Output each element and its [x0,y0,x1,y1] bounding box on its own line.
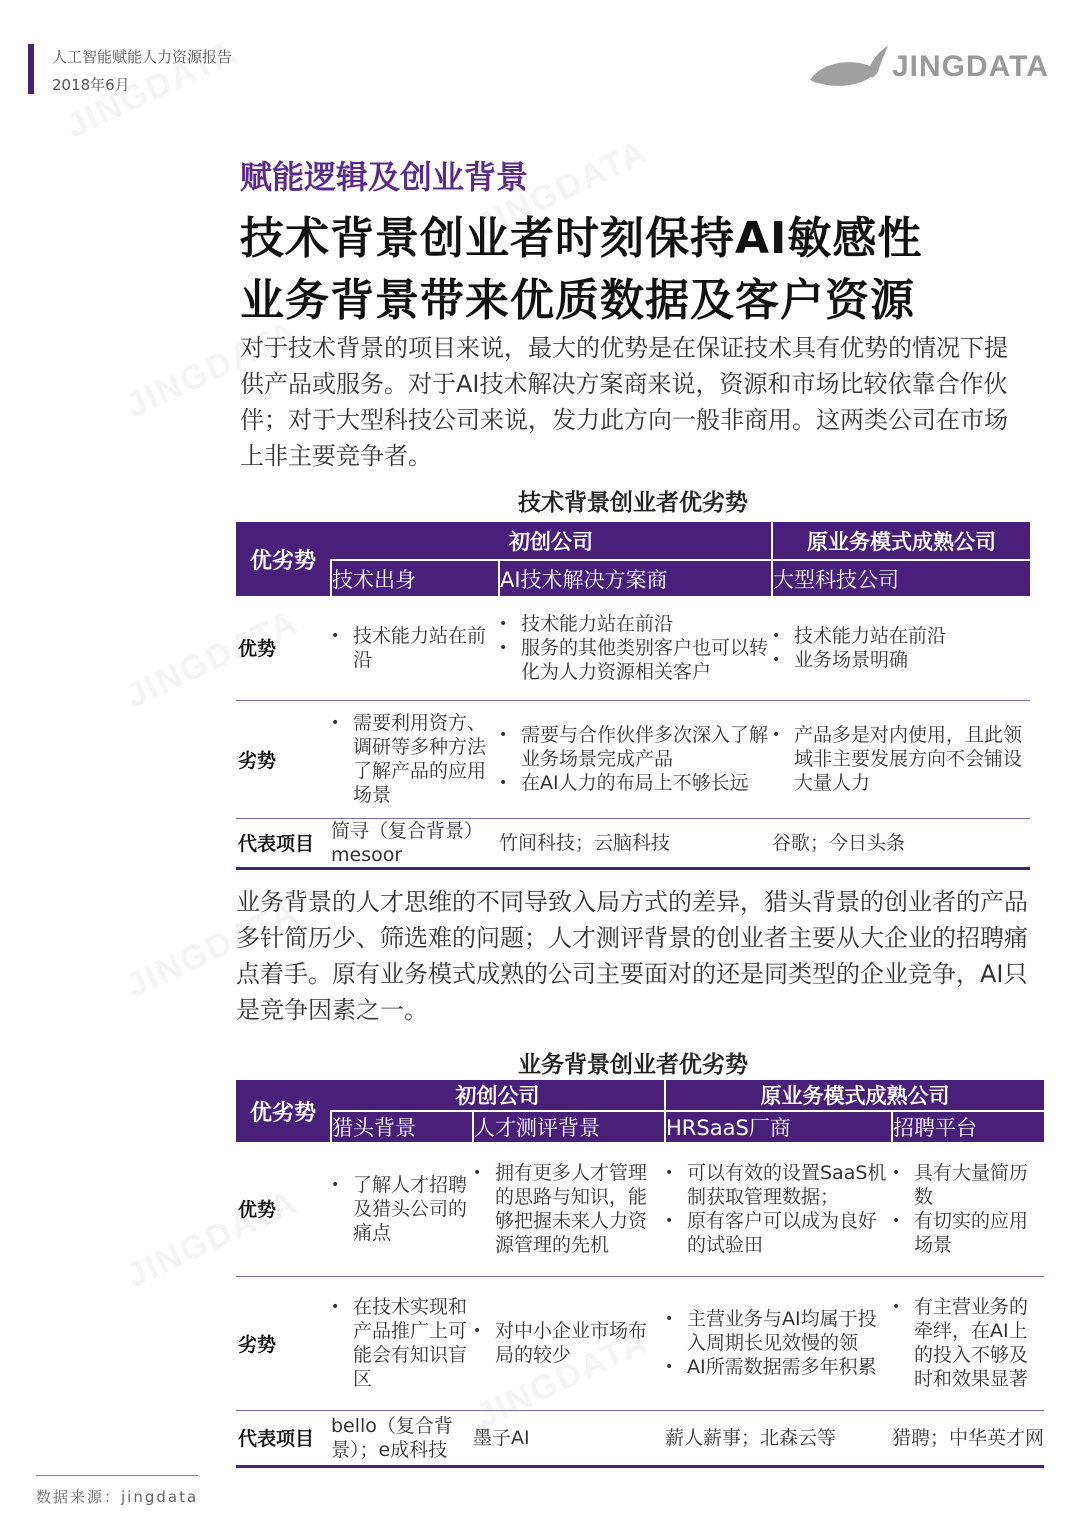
section-label: 赋能逻辑及创业背景 [240,158,529,196]
table1-group-mature: 原业务模式成熟公司 [772,522,1030,560]
footer-divider [36,1475,198,1476]
table2-group-startup: 初创公司 [331,1080,665,1111]
table2-cell [665,1276,892,1410]
table1-cell [772,596,1030,700]
table2-sub-recruiting: 招聘平台 [892,1111,1044,1142]
table1-row-label: 劣势 [236,700,331,818]
table1-cell [331,596,499,700]
table2-cell [331,1142,473,1276]
table2-cell: 墨子AI [473,1410,665,1466]
bullet-item: • 在技术实现和产品推广上可能会有知识盲区 [331,1295,473,1391]
table2-sub-assessment: 人才测评背景 [473,1111,665,1142]
header-accent-bar [28,44,34,94]
table1-cell [772,700,1030,818]
page-title-line-2: 业务背景带来优质数据及客户资源 [240,275,915,326]
table1-corner: 优劣势 [236,522,331,596]
page-title-line-1: 技术背景创业者时刻保持AI敏感性 [240,213,923,264]
table2-cell [892,1276,1044,1410]
table2-cell: 薪人薪事；北森云等 [665,1410,892,1466]
table1-cell [499,596,772,700]
table2-caption: 业务背景创业者优劣势 [518,1052,748,1078]
bullet-item: • 技术能力站在前沿 [331,624,499,672]
table2-row-label: 劣势 [236,1276,331,1410]
bullet-item: • 服务的其他类别客户也可以转化为人力资源相关客户 [499,636,772,684]
table2-sub-headhunter: 猎头背景 [331,1111,473,1142]
table1-sub-big-tech: 大型科技公司 [772,560,1030,596]
bullet-item: • 了解人才招聘及猎头公司的痛点 [331,1173,473,1245]
bullet-item: • 有切实的应用场景 [892,1209,1044,1257]
table2-corner: 优劣势 [236,1080,331,1142]
table2-sub-hrsaas: HRSaaS厂商 [665,1111,892,1142]
report-title: 人工智能赋能人力资源报告 [52,48,233,66]
table2-cell: 猎聘；中华英才网 [892,1410,1044,1466]
table2-row-label: 优势 [236,1142,331,1276]
data-source: 数据来源：jingdata [36,1488,199,1506]
table2-row-label: 代表项目 [236,1410,331,1466]
bullet-item: • 原有客户可以成为良好的试验田 [665,1209,892,1257]
table1-cell: 谷歌；今日头条 [772,818,1030,868]
whale-logo-icon [806,40,890,100]
bullet-item: • 拥有更多人才管理的思路与知识，能够把握未来人力资源管理的先机 [473,1161,665,1257]
table1 [236,522,1030,870]
bullet-item: • 需要利用资方、调研等多种方法了解产品的应用场景 [331,711,499,807]
bullet-item: • AI所需数据需多年积累 [665,1355,892,1379]
table1-row-label: 优势 [236,596,331,700]
table2-cell [892,1142,1044,1276]
table2 [236,1080,1044,1468]
table1-cell [331,700,499,818]
bullet-item: • 技术能力站在前沿 [499,612,772,636]
bullet-item: • 需要与合作伙伴多次深入了解业务场景完成产品 [499,723,772,771]
intro-paragraph: 对于技术背景的项目来说，最大的优势是在保证技术具有优势的情况下提供产品或服务。对于AI技术解决方案商来说，资源和市场比较依靠合作伙伴；对于大型科技公司来说，发力此方向一般非商用。这两类公司在市场上非主要竞争者。 [240,334,1008,470]
bullet-item: • 产品多是对内使用，且此领域非主要发展方向不会铺设大量人力 [772,723,1030,795]
table2-group-mature: 原业务模式成熟公司 [665,1080,1044,1111]
table1-sub-ai-vendor: AI技术解决方案商 [499,560,772,596]
bullet-item: • 对中小企业市场布局的较少 [473,1319,665,1367]
bullet-item: • 有主营业务的牵绊，在AI上的投入不够及时和效果显著 [892,1295,1044,1391]
bullet-item: • 业务场景明确 [772,648,1030,672]
table1-row-label: 代表项目 [236,818,331,868]
table1-caption: 技术背景创业者优劣势 [518,490,748,516]
table2-cell: bello（复合背景）；e成科技 [331,1410,473,1466]
report-date: 2018年6月 [52,76,130,94]
bullet-item: • 主营业务与AI均属于投入周期长见效慢的领 [665,1307,892,1355]
table2-cell [473,1142,665,1276]
table2-cell [665,1142,892,1276]
table1-cell: 竹间科技；云脑科技 [499,818,772,868]
bullet-item: • 在AI人力的布局上不够长远 [499,771,772,795]
bullet-item: • 具有大量简历数 [892,1161,1044,1209]
bullet-item: • 可以有效的设置SaaS机制获取管理数据； [665,1161,892,1209]
bullet-item: • 技术能力站在前沿 [772,624,1030,648]
table2-cell [473,1276,665,1410]
logo-text: JINGDATA [892,50,1049,83]
table1-cell [499,700,772,818]
table1-cell: 简寻（复合背景）mesoor [331,818,499,868]
jingdata-logo [806,40,1056,100]
table1-sub-tech: 技术出身 [331,560,499,596]
table2-cell [331,1276,473,1410]
middle-paragraph: 业务背景的人才思维的不同导致入局方式的差异，猎头背景的创业者的产品多针简历少、筛选难的问题；人才测评背景的创业者主要从大企业的招聘痛点着手。原有业务模式成熟的公司主要面对的还是同类型的企业竞争，AI只是竞争因素之一。 [236,888,1028,1024]
table1-group-startup: 初创公司 [331,522,772,560]
